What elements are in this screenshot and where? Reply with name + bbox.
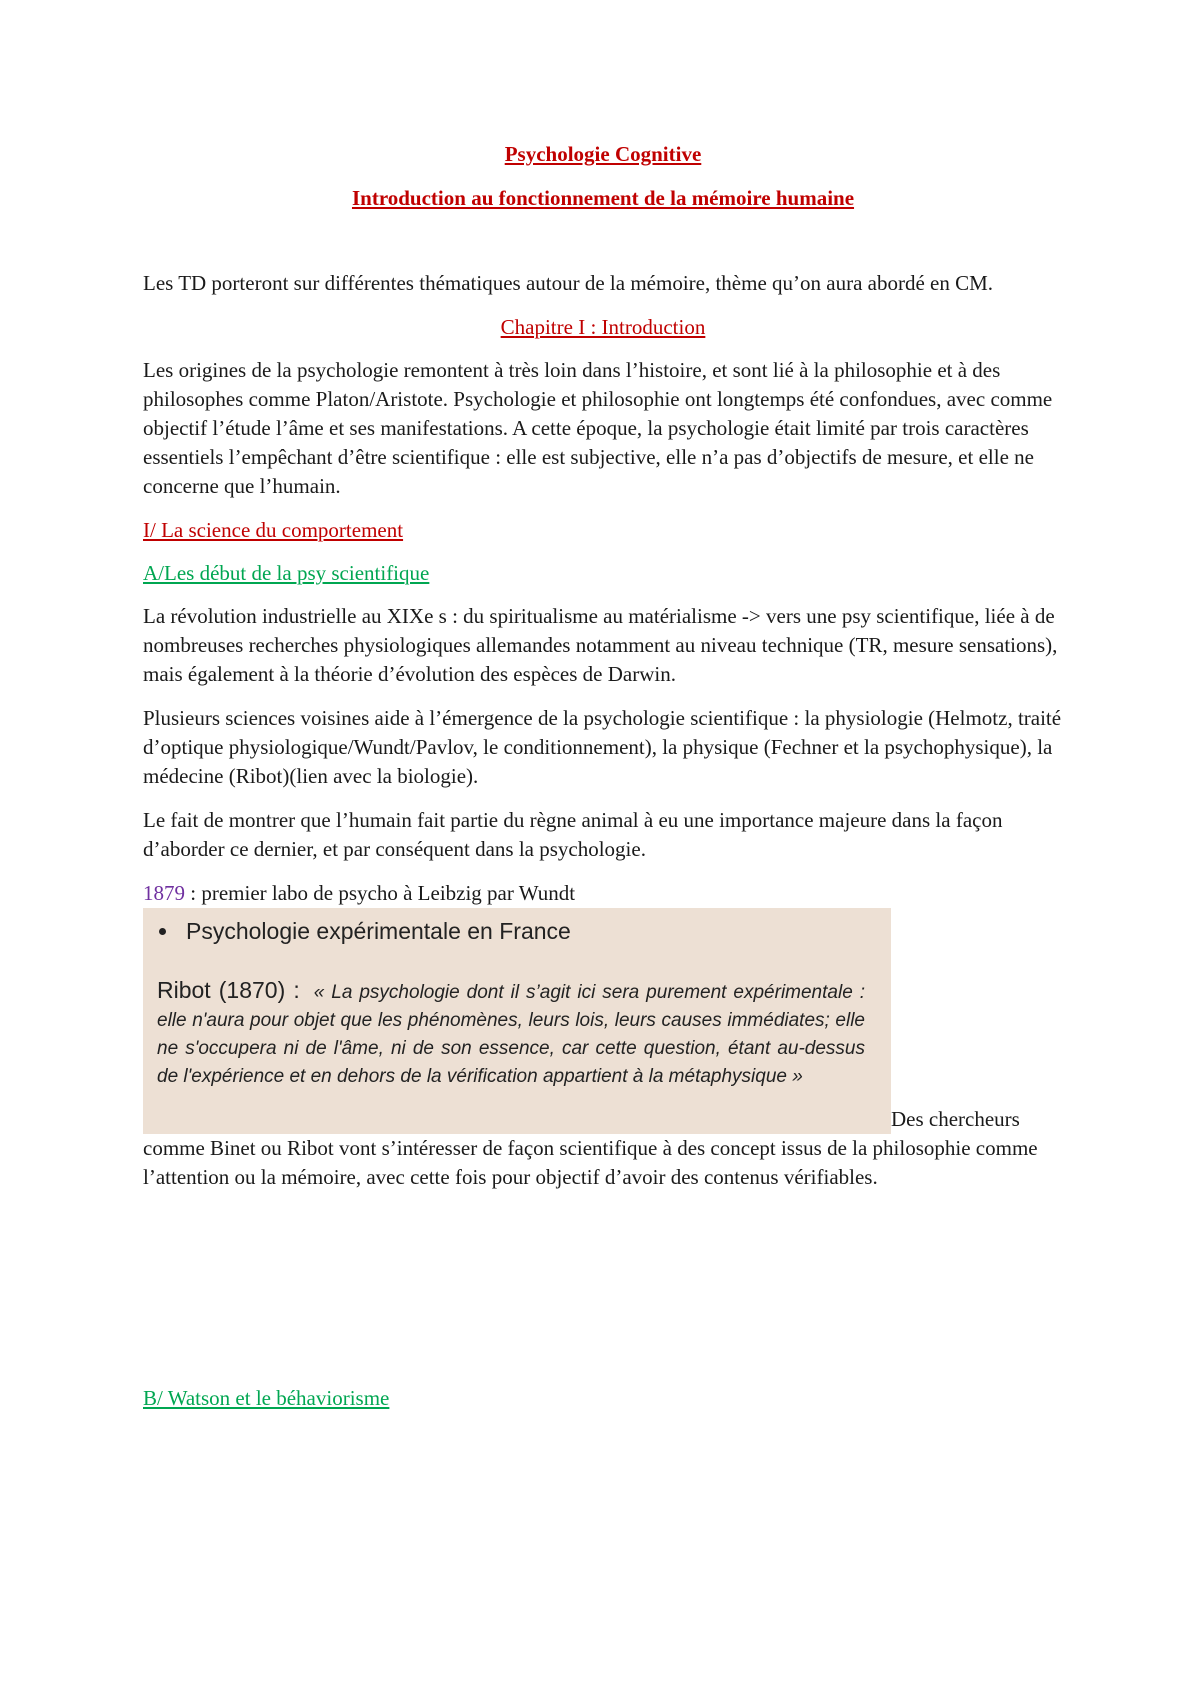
section-heading-1: I/ La science du comportement (143, 518, 404, 542)
quote-heading (155, 916, 865, 946)
after-quote-start: Des chercheurs (891, 1107, 1020, 1131)
blank-space (143, 1207, 1063, 1384)
document-subtitle: Introduction au fonctionnement de la mémoire humaine (351, 186, 855, 210)
chapter-heading: Chapitre I : Introduction (500, 315, 706, 339)
origins-paragraph: Les origines de la psychologie remontent à très loin dans l’histoire, et sont lié à la philosophie et à des philosophes comme Platon/Aristote. Psychologie et philosophie ont longtemps été confondues, avec comme objectif l’étude l’âme et ses manifestations. A cette époque, la psychologie était limité par trois caractères essentiels l’empêchant d’être scientifique : elle est subjective, elle n’a pas d’objectifs de mesure, et elle ne concerne que l’humain. (143, 358, 1053, 498)
quote-heading-text: Psychologie expérimentale en France (186, 918, 571, 944)
revolution-paragraph: La révolution industrielle au XIXe s : du spiritualisme au matérialisme -> vers une psy scientifique, liée à de nombreuses recherches physiologiques allemandes notamment au niveau technique (TR, mesure sensations), mais également à la théorie d’évolution des espèces de Darwin. (143, 604, 1058, 686)
bullet-icon (159, 928, 166, 935)
quote-image-box (143, 908, 891, 1134)
intro-paragraph: Les TD porteront sur différentes thématiques autour de la mémoire, thème qu’on aura abordé en CM. (143, 271, 994, 295)
year-text: : premier labo de psycho à Leibzig par Wundt (185, 881, 576, 905)
researchers-paragraph: comme Binet ou Ribot vont s’intéresser de façon scientifique à des concept issus de la philosophie comme l’attention ou la mémoire, avec cette fois pour objectif d’avoir des contenus vérifiables. (143, 1136, 1038, 1189)
animal-paragraph: Le fait de montrer que l’humain fait partie du règne animal à eu une importance majeure dans la façon d’aborder ce dernier, et par conséquent dans la psychologie. (143, 808, 1003, 861)
quote-text: « La psychologie dont il s’agit ici sera purement expérimentale : elle n'aura pour objet que les phénomènes, leurs lois, leurs causes immédiates; elle ne s'occupera ni de l'âme, ni de son essence, car cette question, étant au-dessus de l'expérience et en dehors de la vérification appartient à la métaphysique » (157, 982, 865, 1087)
document-title: Psychologie Cognitive (504, 142, 702, 166)
subsection-heading-b: B/ Watson et le béhaviorisme (143, 1386, 390, 1410)
sciences-paragraph: Plusieurs sciences voisines aide à l’émergence de la psychologie scientifique : la physiologie (Helmotz, traité d’optique physiologique/Wundt/Pavlov, le conditionnement), la physique (Fechner et la psychophysique), la médecine (Ribot)(lien avec la biologie). (143, 706, 1062, 788)
year-line (143, 879, 1063, 908)
quote-author: Ribot (1870) : (157, 977, 300, 1003)
quote-body (155, 976, 865, 1091)
quote-row (143, 908, 1063, 1134)
year-label: 1879 (143, 881, 185, 905)
document-content (143, 140, 1063, 1427)
subsection-heading-a: A/Les début de la psy scientifique (143, 561, 430, 585)
